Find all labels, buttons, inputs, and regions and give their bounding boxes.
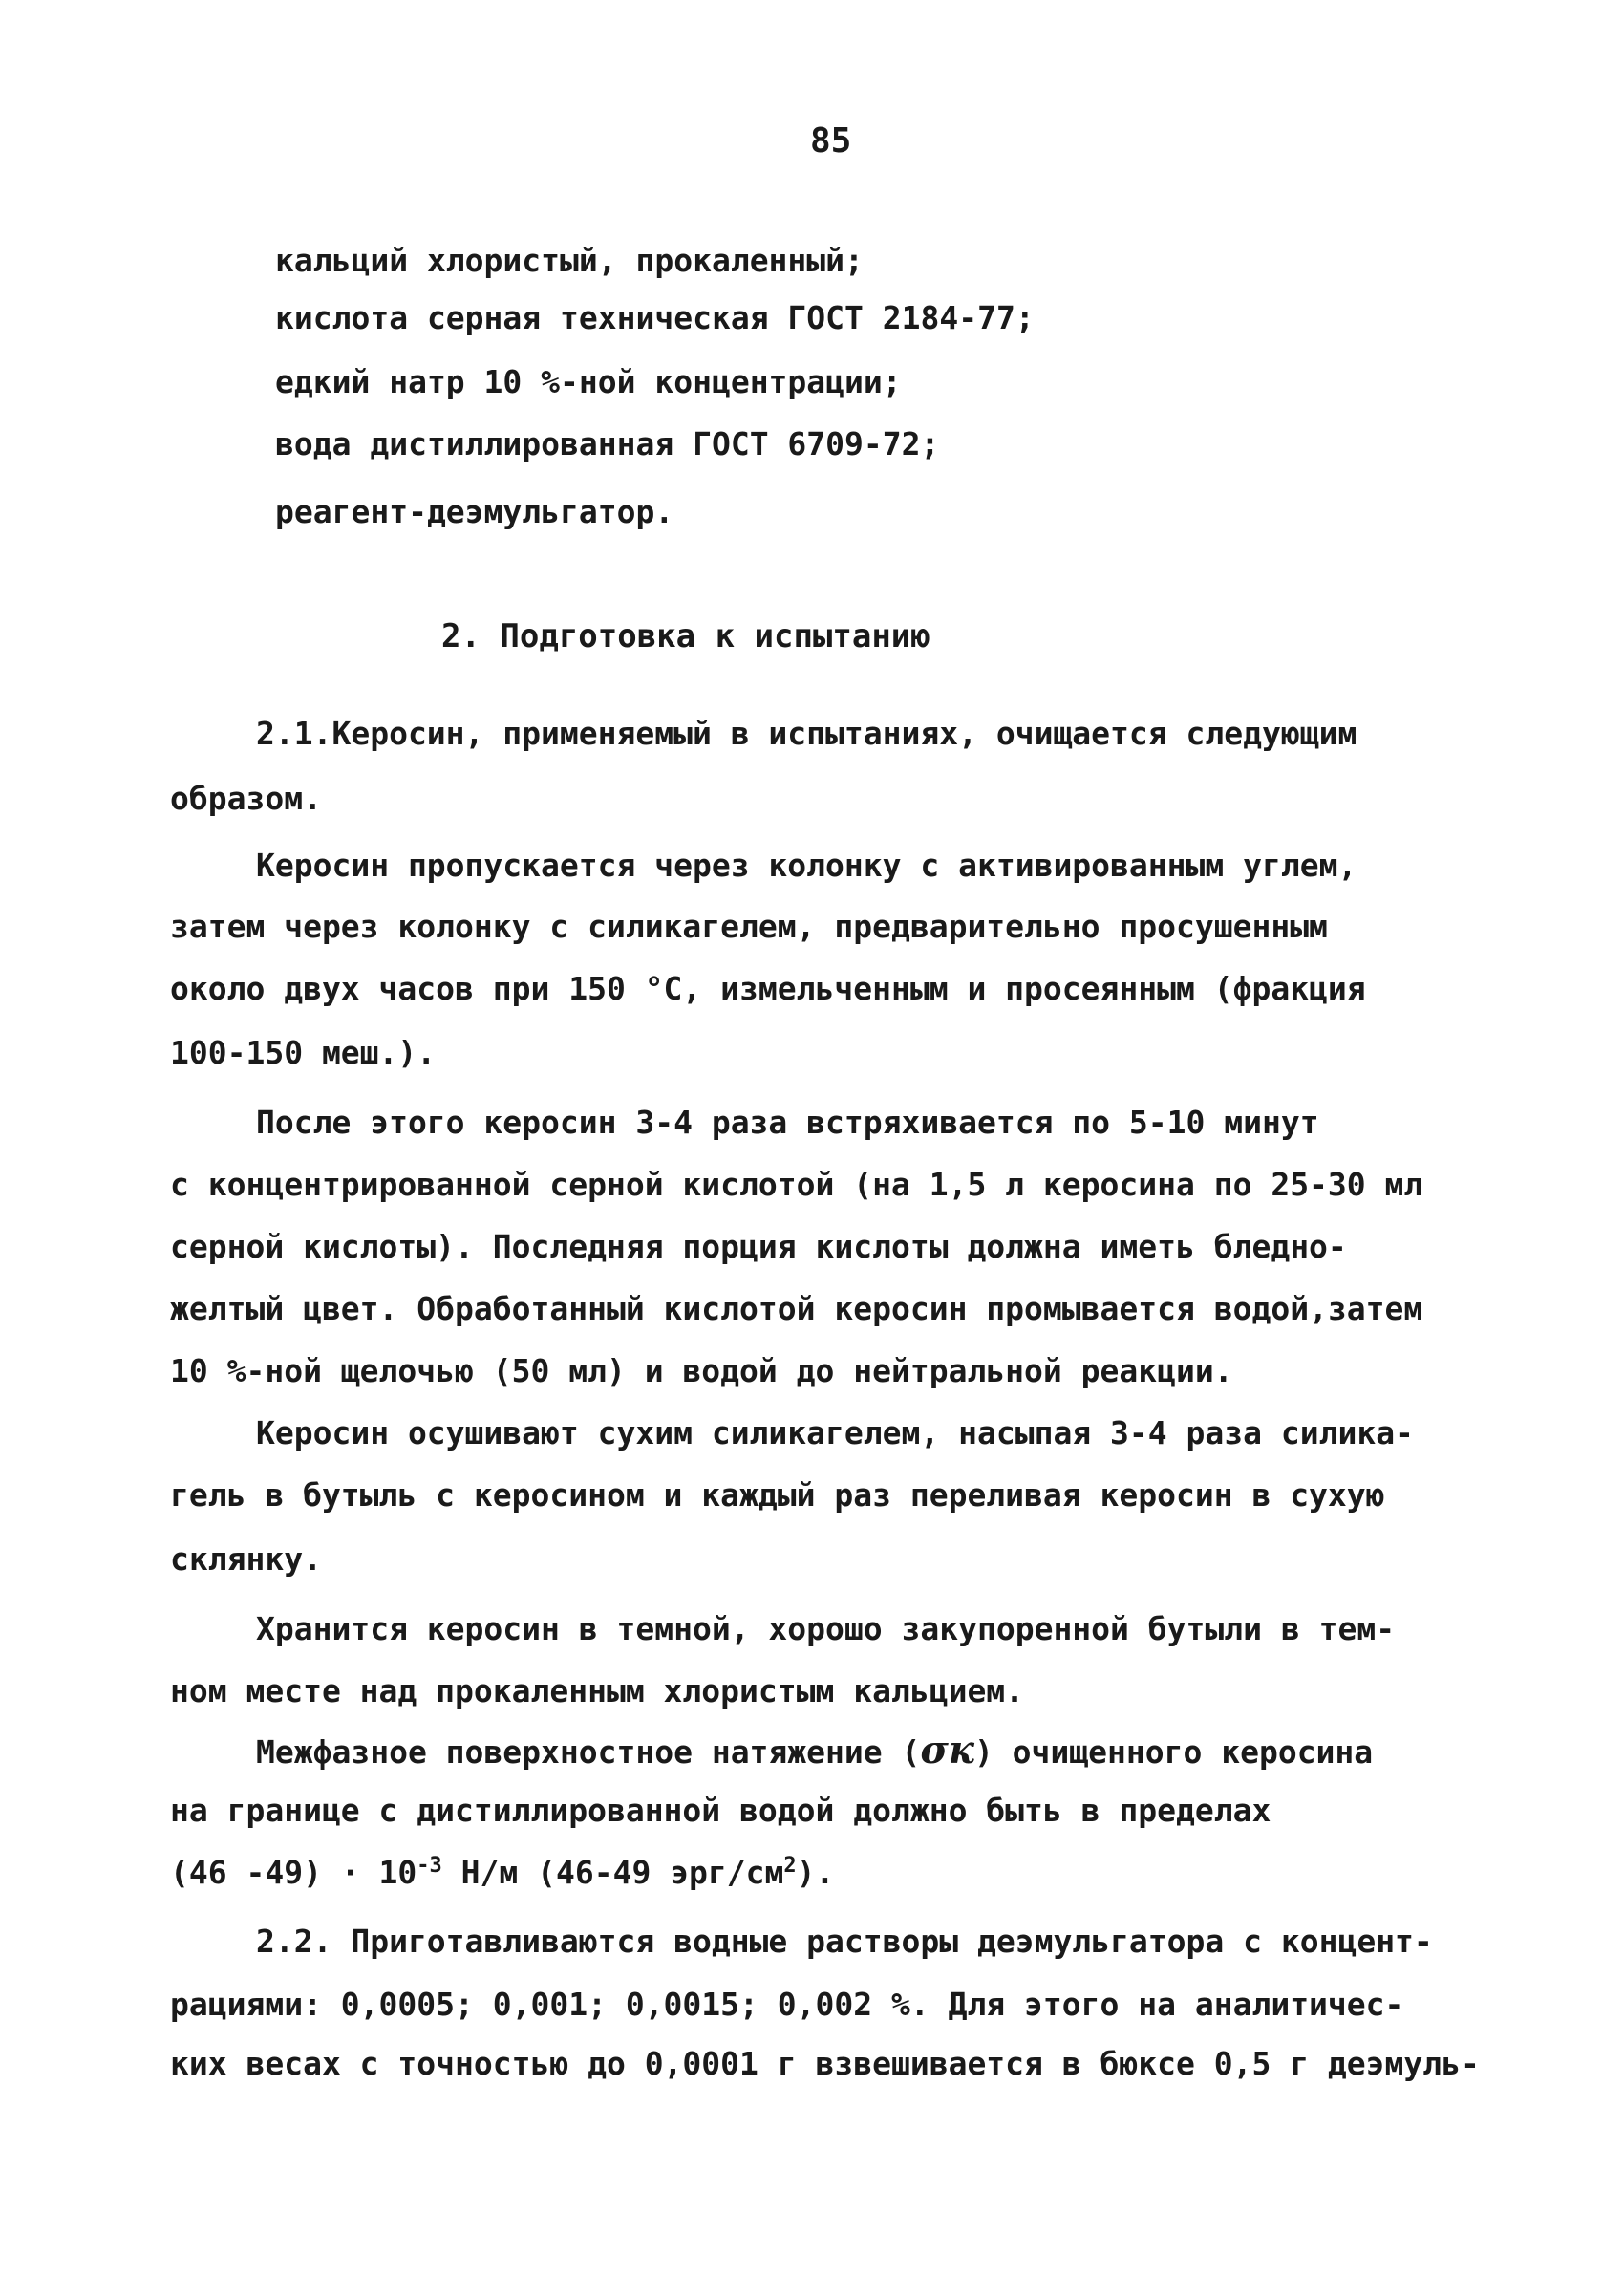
paragraph-line: [256, 1728, 1374, 1773]
text-run: (46 -49) · 10: [170, 1854, 417, 1891]
text-run: Межфазное поверхностное натяжение (: [256, 1733, 921, 1771]
list-item: реагент-деэмульгатор.: [275, 493, 674, 530]
paragraph-line: 2.2. Приготавливаются водные растворы деэмульгатора с концент-: [256, 1923, 1433, 1960]
paragraph-line: желтый цвет. Обработанный кислотой керосин промывается водой,затем: [170, 1290, 1423, 1327]
page-number: 85: [810, 121, 852, 161]
paragraph-line: с концентрированной серной кислотой (на 1,5 л керосина по 25-30 мл: [170, 1166, 1423, 1203]
paragraph-line: [170, 1854, 834, 1892]
paragraph-line: Керосин осушивают сухим силикагелем, насыпая 3-4 раза силика-: [256, 1414, 1414, 1451]
section-heading: 2. Подготовка к испытанию: [441, 617, 930, 656]
superscript: 2: [783, 1854, 797, 1878]
paragraph-line: Керосин пропускается через колонку с активированным углем,: [256, 847, 1357, 884]
list-item: кальций хлористый, прокаленный;: [275, 242, 864, 279]
list-item: едкий натр 10 %-ной концентрации;: [275, 363, 902, 400]
paragraph-line: серной кислоты). Последняя порция кислоты должна иметь бледно-: [170, 1228, 1347, 1265]
paragraph-line: рациями: 0,0005; 0,001; 0,0015; 0,002 %. Для этого на аналитичес-: [170, 1986, 1404, 2023]
text-run: Н/м (46-49 эрг/см: [441, 1854, 784, 1891]
paragraph-line: на границе с дистиллированной водой должно быть в пределах: [170, 1792, 1271, 1829]
text-run: ).: [796, 1854, 835, 1891]
list-item: кислота серная техническая ГОСТ 2184-77;: [275, 299, 1035, 336]
paragraph-line: После этого керосин 3-4 раза встряхивается по 5-10 минут: [256, 1104, 1319, 1141]
superscript: -3: [417, 1854, 442, 1878]
list-item: вода дистиллированная ГОСТ 6709-72;: [275, 425, 940, 462]
paragraph-line: склянку.: [170, 1540, 322, 1578]
paragraph-line: Хранится керосин в темной, хорошо закупоренной бутыли в тем-: [256, 1610, 1396, 1647]
paragraph-line: ном месте над прокаленным хлористым кальцием.: [170, 1672, 1025, 1709]
paragraph-line: 100-150 меш.).: [170, 1034, 437, 1071]
paragraph-line: около двух часов при 150 °С, измельченным и просеянным (фракция: [170, 970, 1366, 1007]
sigma-symbol: σк: [920, 1728, 974, 1773]
paragraph-line: 10 %-ной щелочью (50 мл) и водой до нейтральной реакции.: [170, 1352, 1233, 1389]
paragraph-line: 2.1.Керосин, применяемый в испытаниях, очищается следующим: [256, 715, 1357, 752]
paragraph-line: гель в бутыль с керосином и каждый раз переливая керосин в сухую: [170, 1476, 1385, 1514]
paragraph-line: ких весах с точностью до 0,0001 г взвешивается в бюксе 0,5 г деэмуль-: [170, 2045, 1480, 2082]
text-run: ) очищенного керосина: [973, 1733, 1374, 1771]
paragraph-line: образом.: [170, 780, 322, 817]
paragraph-line: затем через колонку с силикагелем, предварительно просушенным: [170, 908, 1328, 945]
